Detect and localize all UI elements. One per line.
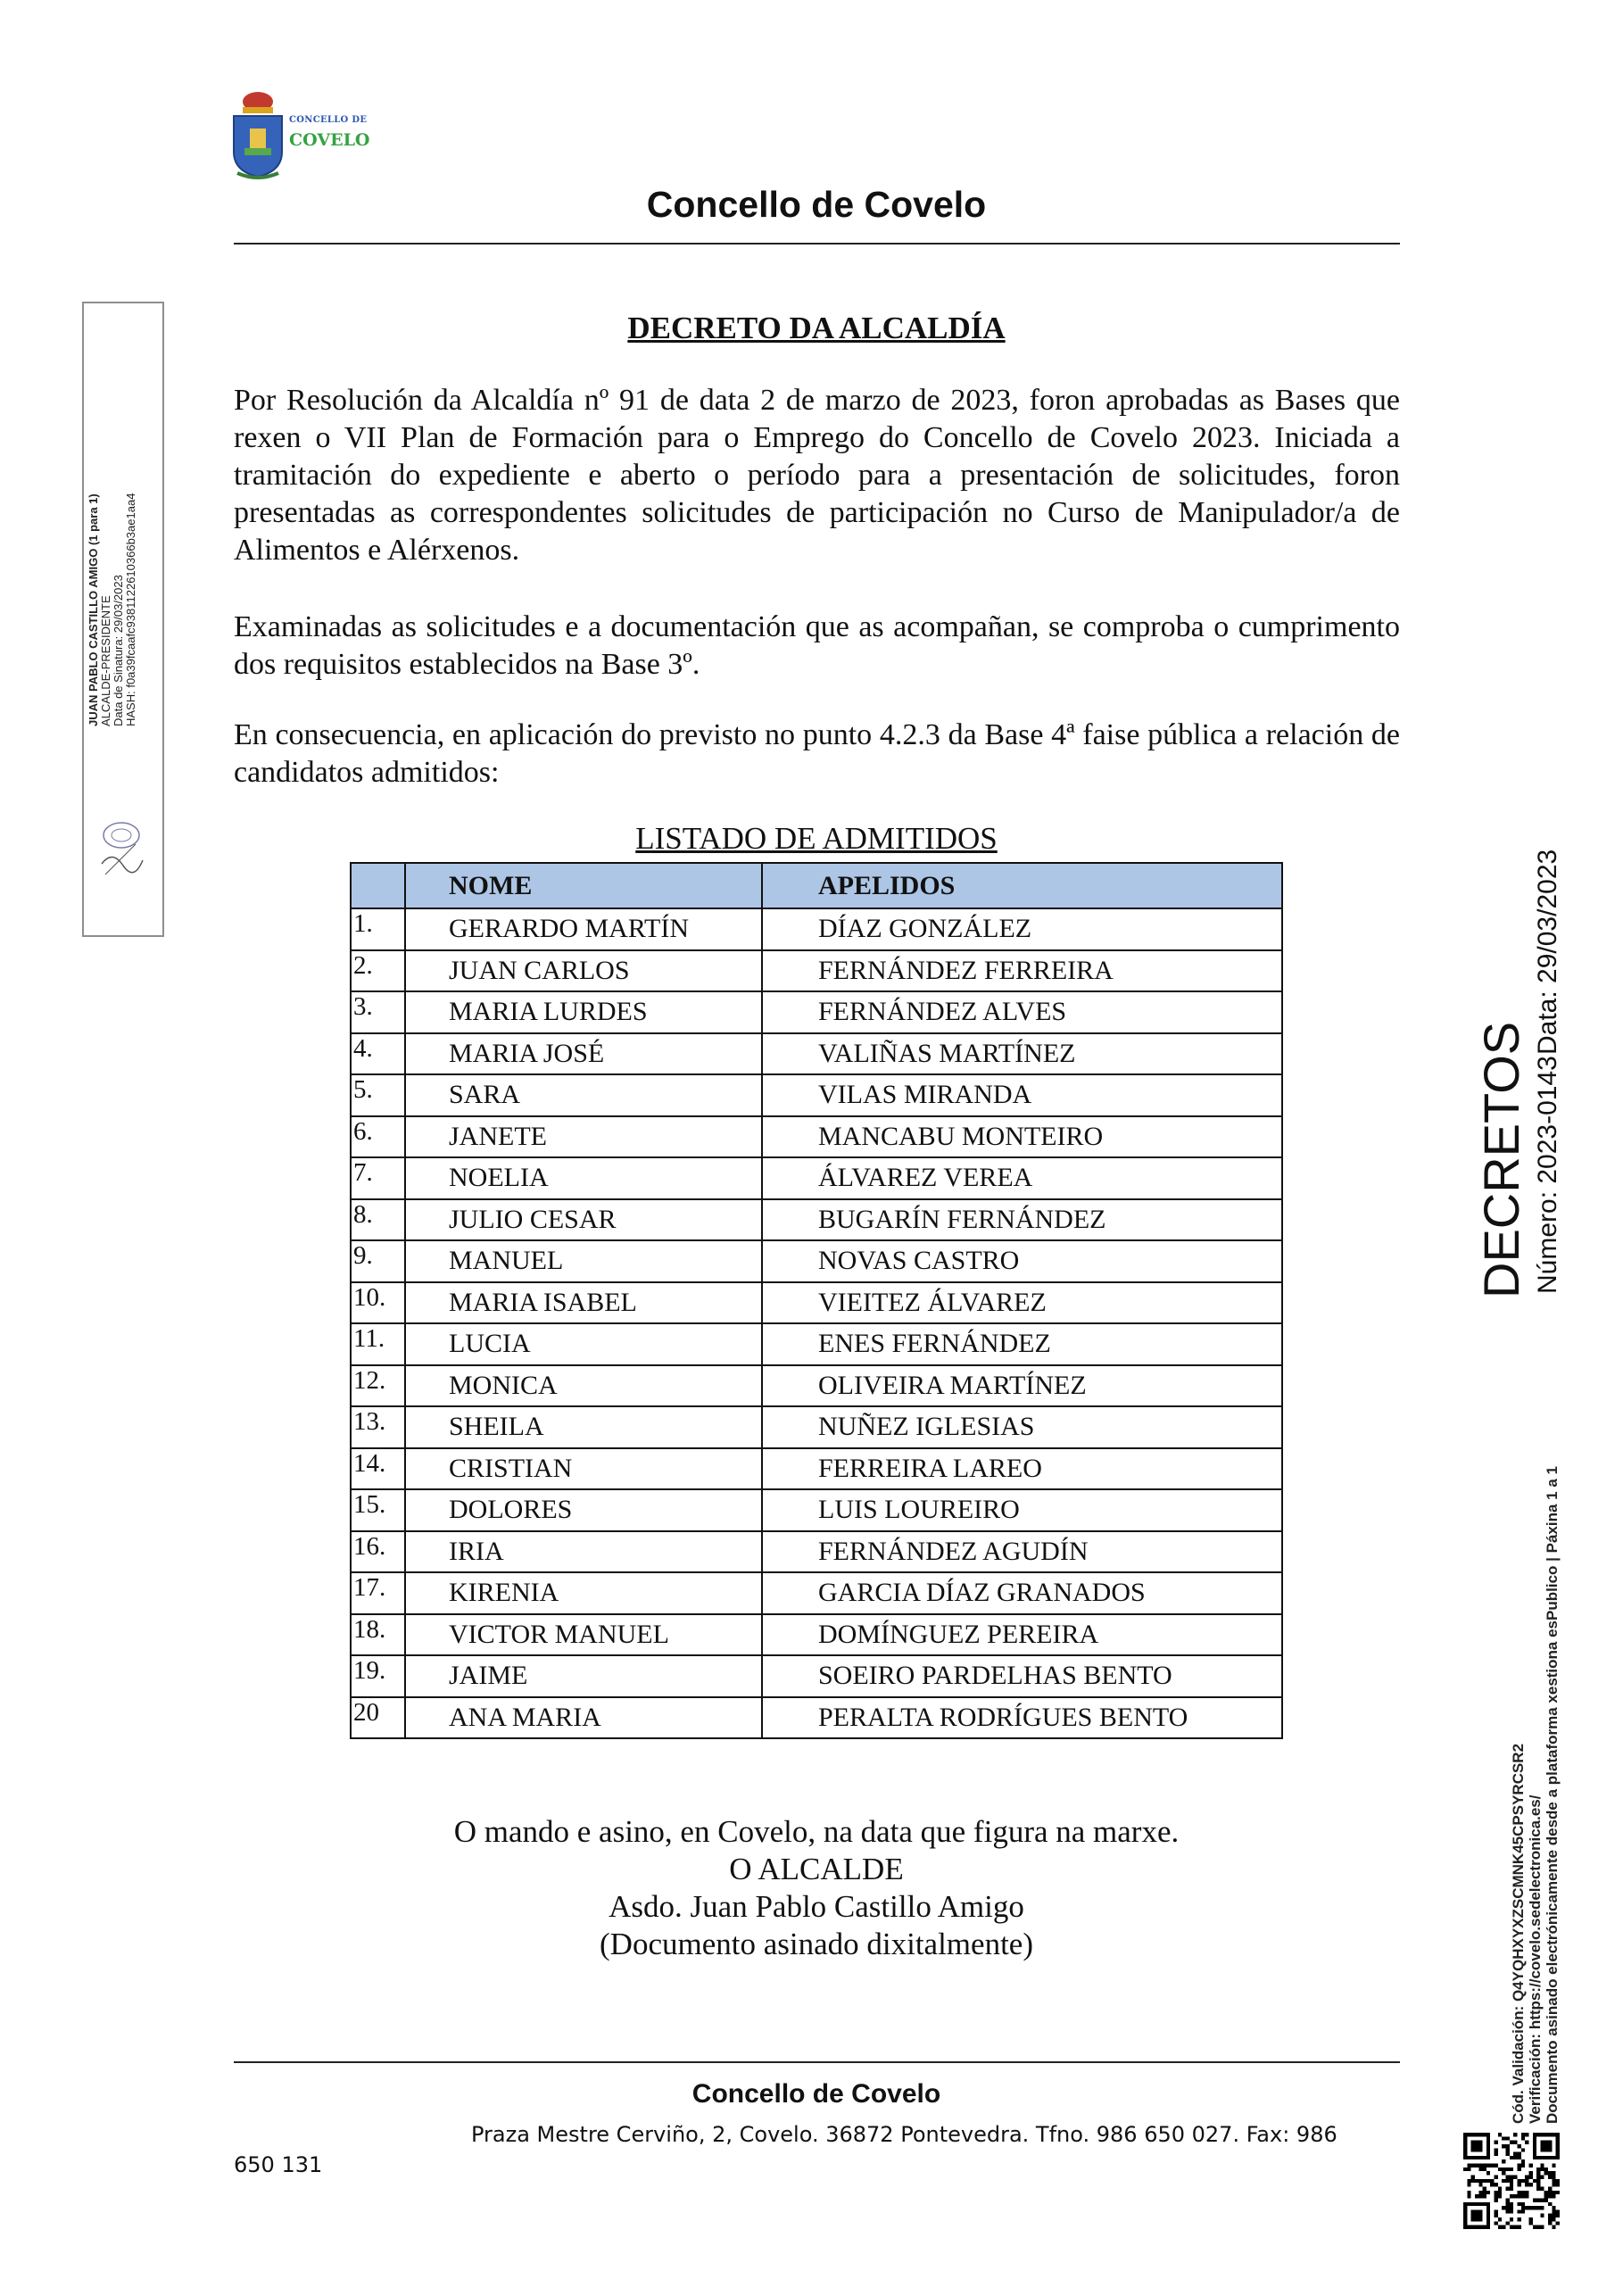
name-cell: KIRENIA [405, 1572, 762, 1614]
signer-name: JUAN PABLO CASTILLO AMIGO (1 para 1) [87, 493, 100, 726]
row-number-cell: 20 [351, 1697, 405, 1739]
logo-text-top: CONCELLO DE [289, 115, 368, 125]
validation-code: Cód. Validación: Q4YQHXYXZSCMNK45CPSYRCSR2 [1510, 1743, 1527, 2124]
surname-cell: FERNÁNDEZ FERREIRA [762, 950, 1282, 992]
row-number-cell: 19. [351, 1655, 405, 1697]
header-name-cell: NOME [405, 863, 762, 908]
surname-cell: SOEIRO PARDELHAS BENTO [762, 1655, 1282, 1697]
signer-title: O ALCALDE [729, 1852, 904, 1886]
table-row [351, 1697, 1282, 1739]
page-header-title: Concello de Covelo [646, 184, 987, 225]
name-cell: MARIA LURDES [405, 991, 762, 1033]
signature-seal-icon [96, 817, 146, 880]
surname-cell: BUGARÍN FERNÁNDEZ [762, 1199, 1282, 1241]
row-number-cell: 15. [351, 1489, 405, 1531]
surname-cell: GARCIA DÍAZ GRANADOS [762, 1572, 1282, 1614]
row-number-cell: 16. [351, 1531, 405, 1573]
table-row [351, 1614, 1282, 1656]
surname-cell: LUIS LOUREIRO [762, 1489, 1282, 1531]
table-row [351, 1406, 1282, 1448]
table-row [351, 1489, 1282, 1531]
name-cell: ANA MARIA [405, 1697, 762, 1739]
row-number-cell: 9. [351, 1240, 405, 1282]
table-row [351, 1365, 1282, 1407]
name-cell: SARA [405, 1074, 762, 1116]
coat-of-arms-icon [230, 89, 286, 182]
table-row [351, 1448, 1282, 1490]
header-number-cell [351, 863, 405, 908]
name-cell: JULIO CESAR [405, 1199, 762, 1241]
name-cell: DOLORES [405, 1489, 762, 1531]
row-number-cell: 7. [351, 1157, 405, 1199]
paragraph-examination: Examinadas as solicitudes e a documentación que as acompañan, se comproba o cumprimento dos requisitos establecidos na Base 3º. [234, 610, 1400, 681]
surname-cell: FERNÁNDEZ ALVES [762, 991, 1282, 1033]
header-divider [234, 243, 1400, 245]
table-row [351, 1199, 1282, 1241]
validation-platform: Documento asinado electrónicamente desde a plataforma xestiona esPublico | Páxina 1 a 1 [1544, 1466, 1561, 2124]
surname-cell: VALIÑAS MARTÍNEZ [762, 1033, 1282, 1075]
name-cell: JAIME [405, 1655, 762, 1697]
row-number-cell: 6. [351, 1116, 405, 1158]
header-surname-cell: APELIDOS [762, 863, 1282, 908]
digital-signature-note: (Documento asinado dixitalmente) [600, 1927, 1033, 1961]
footer-divider [234, 2061, 1400, 2063]
name-cell: JANETE [405, 1116, 762, 1158]
table-row [351, 1572, 1282, 1614]
name-cell: MONICA [405, 1365, 762, 1407]
name-cell: NOELIA [405, 1157, 762, 1199]
name-cell: VICTOR MANUEL [405, 1614, 762, 1656]
table-row [351, 1157, 1282, 1199]
signature-box [82, 302, 164, 937]
signature-text [87, 405, 137, 726]
admitted-table [350, 862, 1283, 1739]
logo-text-bottom: COVELO [289, 130, 370, 150]
table-row [351, 1655, 1282, 1697]
table-row [351, 908, 1282, 950]
signature-hash: HASH: f0a39fcaafc9381122610366b3ae1aa4 [124, 493, 137, 726]
name-cell: IRIA [405, 1531, 762, 1573]
surname-cell: NOVAS CASTRO [762, 1240, 1282, 1282]
row-number-cell: 1. [351, 908, 405, 950]
row-number-cell: 4. [351, 1033, 405, 1075]
row-number-cell: 10. [351, 1282, 405, 1324]
name-cell: SHEILA [405, 1406, 762, 1448]
surname-cell: OLIVEIRA MARTÍNEZ [762, 1365, 1282, 1407]
municipal-logo [230, 89, 382, 182]
footer-fax: 650 131 [234, 2152, 323, 2177]
row-number-cell: 2. [351, 950, 405, 992]
footer-name: Concello de Covelo [691, 2079, 941, 2109]
row-number-cell: 8. [351, 1199, 405, 1241]
surname-cell: FERREIRA LAREO [762, 1448, 1282, 1490]
surname-cell: DOMÍNGUEZ PEREIRA [762, 1614, 1282, 1656]
list-title: LISTADO DE ADMITIDOS [635, 821, 998, 856]
name-cell: JUAN CARLOS [405, 950, 762, 992]
table-header-row [351, 863, 1282, 908]
surname-cell: ENES FERNÁNDEZ [762, 1323, 1282, 1365]
validation-block [1510, 1466, 1561, 2124]
signature-date: Data de Sinatura: 29/03/2023 [112, 575, 125, 726]
table-row [351, 950, 1282, 992]
table-row [351, 1240, 1282, 1282]
surname-cell: MANCABU MONTEIRO [762, 1116, 1282, 1158]
table-row [351, 1323, 1282, 1365]
decree-title: DECRETO DA ALCALDÍA [627, 311, 1006, 345]
table-row [351, 1116, 1282, 1158]
surname-cell: PERALTA RODRÍGUES BENTO [762, 1697, 1282, 1739]
row-number-cell: 12. [351, 1365, 405, 1407]
name-cell: GERARDO MARTÍN [405, 908, 762, 950]
validation-url: Verificación: https://covelo.sedelectronica.es/ [1527, 1795, 1544, 2124]
row-number-cell: 13. [351, 1406, 405, 1448]
footer-address: Praza Mestre Cerviño, 2, Covelo. 36872 Pontevedra. Tfno. 986 650 027. Fax: 986 [471, 2122, 1337, 2147]
row-number-cell: 17. [351, 1572, 405, 1614]
stamp-section: DECRETOS [1473, 1021, 1529, 1298]
name-cell: CRISTIAN [405, 1448, 762, 1490]
signer-role: ALCALDE-PRESIDENTE [99, 595, 112, 726]
table-row [351, 1074, 1282, 1116]
table-row [351, 1033, 1282, 1075]
surname-cell: VILAS MIRANDA [762, 1074, 1282, 1116]
surname-cell: NUÑEZ IGLESIAS [762, 1406, 1282, 1448]
stamp-number: Número: 2023-0143 [1533, 1056, 1562, 1294]
surname-cell: ÁLVAREZ VEREA [762, 1157, 1282, 1199]
paragraph-resolution: Por Resolución da Alcaldía nº 91 de data 2 de marzo de 2023, foron aprobadas as Bases que rexen o VII Plan de Formación para o Emprego do Concello de Covelo 2023. Iniciada a tramitación do expediente e aberto o período para a presentación de solicitudes, foron presentadas as correspondentes solicitudes de participación no Curso de Manipulador/a de Alimentos e Alérxenos. [234, 384, 1400, 567]
surname-cell: FERNÁNDEZ AGUDÍN [762, 1531, 1282, 1573]
table-row [351, 1531, 1282, 1573]
table-row [351, 991, 1282, 1033]
name-cell: MARIA ISABEL [405, 1282, 762, 1324]
signer-signature: Asdo. Juan Pablo Castillo Amigo [609, 1889, 1024, 1924]
table-row [351, 1282, 1282, 1324]
name-cell: LUCIA [405, 1323, 762, 1365]
stamp-date: Data: 29/03/2023 [1533, 849, 1562, 1055]
row-number-cell: 3. [351, 991, 405, 1033]
qr-code-icon [1463, 2133, 1560, 2229]
surname-cell: DÍAZ GONZÁLEZ [762, 908, 1282, 950]
row-number-cell: 18. [351, 1614, 405, 1656]
row-number-cell: 5. [351, 1074, 405, 1116]
surname-cell: VIEITEZ ÁLVAREZ [762, 1282, 1282, 1324]
row-number-cell: 11. [351, 1323, 405, 1365]
closing-formula: O mando e asino, en Covelo, na data que figura na marxe. [453, 1814, 1180, 1849]
name-cell: MANUEL [405, 1240, 762, 1282]
name-cell: MARIA JOSÉ [405, 1033, 762, 1075]
row-number-cell: 14. [351, 1448, 405, 1490]
paragraph-consequence: En consecuencia, en aplicación do previsto no punto 4.2.3 da Base 4ª faise pública a relación de candidatos admitidos: [234, 718, 1400, 789]
